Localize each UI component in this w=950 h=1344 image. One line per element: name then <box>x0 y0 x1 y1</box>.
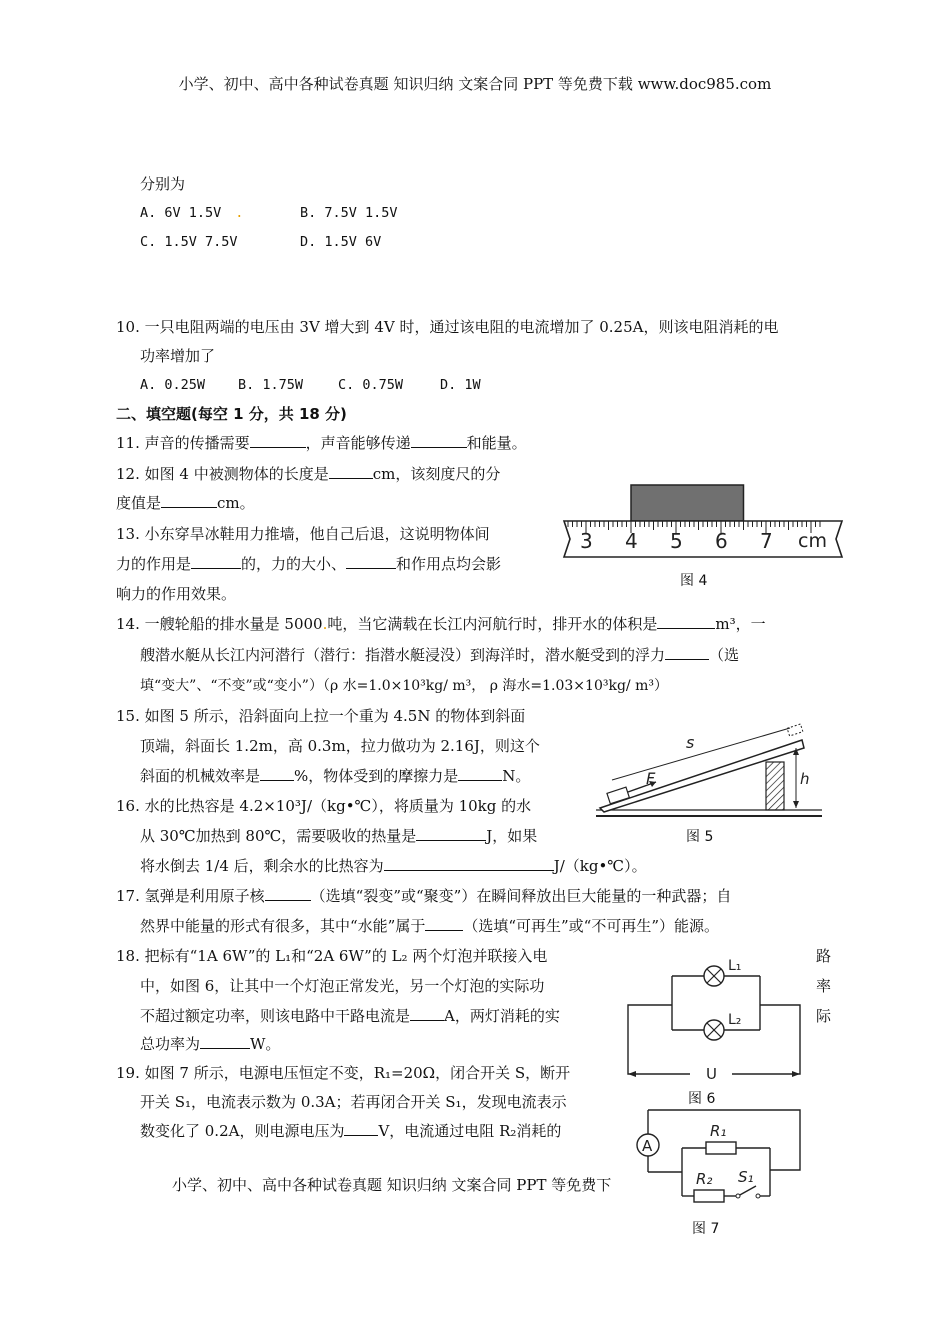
ruler-tick-label: 3 <box>580 529 593 553</box>
q15-line-1: 15. 如图 5 所示，沿斜面向上拉一个重为 4.5N 的物体到斜面 <box>116 707 526 725</box>
ruler-tick-label: 7 <box>760 529 773 553</box>
label-force: F <box>646 769 656 788</box>
measured-object <box>631 485 744 521</box>
figure-6-circuit <box>620 950 810 1086</box>
q9-option-a: A. 6V 1.5V . <box>140 205 244 221</box>
q16-line-1: 16. 水的比热容是 4.2×10³J/（kg•℃），将质量为 10kg 的水 <box>116 797 532 815</box>
q15-line-3: 斜面的机械效率是 %，物体受到的摩擦力是 N。 <box>140 767 531 785</box>
page-footer: 小学、初中、高中各种试卷真题 知识归纳 文案合同 PPT 等免费下 <box>172 1176 612 1194</box>
q10-option-a: A. 0.25W <box>140 377 206 393</box>
q9-stem-end: 分别为 <box>140 175 186 193</box>
label-r1: R₁ <box>710 1122 727 1140</box>
q10-option-b: B. 1.75W <box>238 377 304 393</box>
q10-option-c: C. 0.75W <box>338 377 404 393</box>
q18-line-3: 不超过额定功率，则该电路中干路电流是 A，两灯消耗的实 <box>140 1007 560 1025</box>
q17-line-1: 17. 氢弹是利用原子核 （选填“裂变”或“聚变”）在瞬间释放出巨大能量的一种武器；自 <box>116 887 732 905</box>
q19-line-1: 19. 如图 7 所示，电源电压恒定不变，R₁=20Ω，闭合开关 S，断开 <box>116 1064 571 1082</box>
figure-5-incline <box>594 722 824 822</box>
figure-4-caption: 图 4 <box>680 573 708 589</box>
figure-6-caption: 图 6 <box>688 1091 716 1107</box>
q10-option-d: D. 1W <box>440 377 481 393</box>
q18-line-3-end: 际 <box>816 1007 832 1025</box>
section-title: 二、填空题(每空 1 分，共 18 分) <box>116 405 347 423</box>
resistor-r2 <box>694 1190 724 1202</box>
label-u: U <box>706 1065 717 1083</box>
q16-line-3: 将水倒去 1/4 后，剩余水的比热容为 J/（kg•℃）。 <box>140 857 647 875</box>
ammeter <box>637 1134 659 1156</box>
lamp-l1 <box>704 966 724 986</box>
q10-line-2: 功率增加了 <box>140 347 216 365</box>
q18-line-4: 总功率为 W。 <box>140 1035 281 1053</box>
figure-7-circuit <box>630 1106 810 1210</box>
q13-line-2: 力的作用是 的，力的大小、 和作用点均会影 <box>116 555 502 573</box>
q17-line-2: 然界中能量的形式有很多，其中“水能”属于 （选填“可再生”或“不可再生”）能源。 <box>140 917 720 935</box>
ruler-tick-label: 4 <box>625 529 638 553</box>
label-r2: R₂ <box>696 1170 713 1188</box>
ruler-unit: cm <box>798 530 827 552</box>
label-s: s <box>686 733 695 752</box>
figure-7-caption: 图 7 <box>692 1221 720 1237</box>
switch-s1 <box>738 1186 756 1196</box>
label-s1: S₁ <box>738 1168 754 1186</box>
q14-line-2: 艘潜水艇从长江内河潜行（潜行：指潜水艇浸没）到海洋时，潜水艇受到的浮力 （选 <box>140 646 740 664</box>
q18-line-2: 中，如图 6，让其中一个灯泡正常发光，另一个灯泡的实际功 <box>140 977 545 995</box>
q15-line-2: 顶端，斜面长 1.2m，高 0.3m，拉力做功为 2.16J，则这个 <box>140 737 540 755</box>
q12-line-1: 12. 如图 4 中被测物体的长度是 cm，该刻度尺的分 <box>116 465 501 483</box>
q10-line-1: 10. 一只电阻两端的电压由 3V 增大到 4V 时，通过该电阻的电流增加了 0.25A，则该电阻消耗的电 <box>116 318 779 336</box>
resistor-r1 <box>706 1142 736 1154</box>
q18-line-1-end: 路 <box>816 947 832 965</box>
q9-option-b: B. 7.5V 1.5V <box>300 205 398 221</box>
lamp-l2 <box>704 1020 724 1040</box>
q18-line-2-end: 率 <box>816 977 832 995</box>
q18-line-1: 18. 把标有“1A 6W”的 L₁和“2A 6W”的 L₂ 两个灯泡并联接入电 <box>116 947 548 965</box>
q13-line-3: 响力的作用效果。 <box>116 585 237 603</box>
q9-option-d: D. 1.5V 6V <box>300 234 382 250</box>
q14-line-3: 填“变大”、“不变”或“变小”）（ρ 水=1.0×10³kg/ m³， ρ 海水=1.03×10³kg/ m³） <box>140 678 668 694</box>
label-l1: L₁ <box>728 958 742 974</box>
ruler-tick-label: 6 <box>715 529 728 553</box>
q19-line-2: 开关 S₁，电流表示数为 0.3A；若再闭合开关 S₁，发现电流表示 <box>140 1093 567 1111</box>
label-l2: L₂ <box>728 1012 742 1028</box>
page-header: 小学、初中、高中各种试卷真题 知识归纳 文案合同 PPT 等免费下载 www.doc985.com <box>178 75 772 93</box>
q19-line-3: 数变化了 0.2A，则电源电压为 V，电流通过电阻 R₂消耗的 <box>140 1122 562 1140</box>
q9-option-c: C. 1.5V 7.5V <box>140 234 238 250</box>
q13-line-1: 13. 小东穿旱冰鞋用力推墙，他自己后退，这说明物体间 <box>116 525 490 543</box>
q16-line-2: 从 30℃加热到 80℃，需要吸收的热量是 J，如果 <box>140 827 538 845</box>
label-ammeter: A <box>642 1137 653 1155</box>
q11: 11. 声音的传播需要 ，声音能够传递 和能量。 <box>116 434 527 452</box>
q12-line-2: 度值是 cm。 <box>116 494 255 512</box>
label-h: h <box>800 770 810 788</box>
figure-5-caption: 图 5 <box>686 829 714 845</box>
support-block <box>766 762 784 810</box>
ruler-tick-label: 5 <box>670 529 683 553</box>
q14-line-1: 14. 一艘轮船的排水量是 5000.吨，当它满载在长江内河航行时，排开水的体积是 m³，一 <box>116 615 766 633</box>
